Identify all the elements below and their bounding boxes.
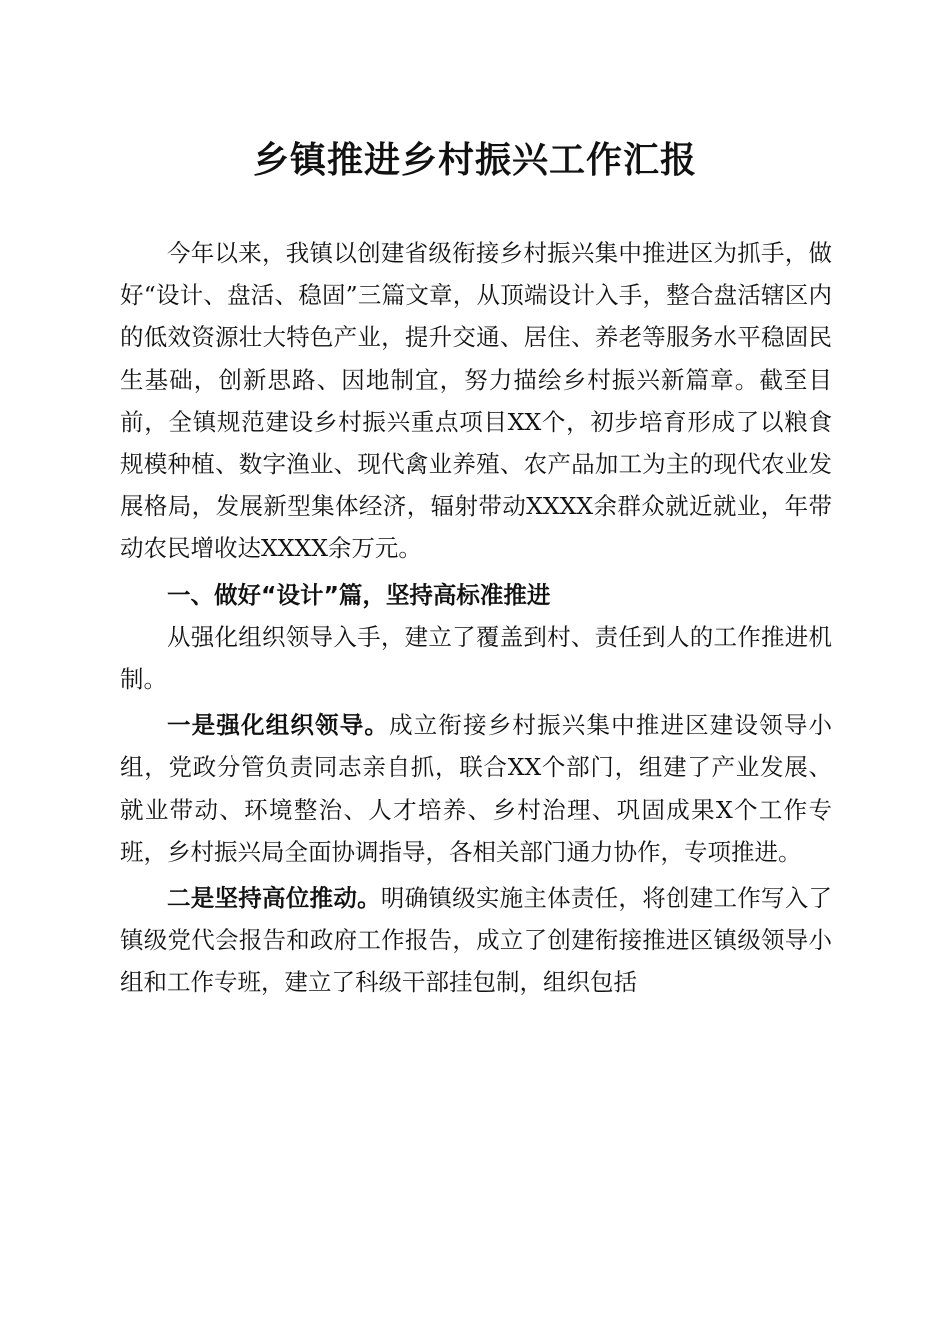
document-title: 乡镇推进乡村振兴工作汇报: [252, 139, 697, 181]
section-heading: 一、做好“设计”篇，坚持高标准推进: [167, 580, 551, 609]
section-summary-paragraph: 从强化组织领导入手，建立了覆盖到村、责任到人的工作推进机制。: [120, 622, 832, 694]
point-two-text: 明确镇级实施主体责任，将创建工作写入了镇级党代会报告和政府工作报告，成立了创建衔接推进区镇级领导小组和工作专班，建立了科级干部挂包制，组织包括: [120, 884, 833, 997]
point-two-lead: 二是坚持高位推动。: [167, 884, 381, 913]
point-one-paragraph: [120, 704, 832, 873]
point-two-paragraph: [120, 877, 832, 1004]
point-one-text: 成立衔接乡村振兴集中推进区建设领导小组，党政分管负责同志亲自抓，联合XX个部门，组建了产业发展、就业带动、环境整治、人才培养、乡村治理、巩固成果X个工作专班，乡村振兴局全面协调指导，各相关部门通力协作，专项推进。: [120, 711, 833, 866]
point-one-lead: 一是强化组织领导。: [167, 711, 390, 740]
document-body: [120, 232, 832, 1004]
intro-paragraph: 今年以来，我镇以创建省级衔接乡村振兴集中推进区为抓手，做好“设计、盘活、稳固”三篇文章，从顶端设计入手，整合盘活辖区内的低效资源壮大特色产业，提升交通、居住、养老等服务水平稳固民生基础，创新思路、因地制宜，努力描绘乡村振兴新篇章。截至目前，全镇规范建设乡村振兴重点项目XX个，初步培育形成了以粮食规模种植、数字渔业、现代禽业养殖、农产品加工为主的现代农业发展格局，发展新型集体经济，辐射带动XXXX余群众就近就业，年带动农民增收达XXXX余万元。: [120, 239, 832, 563]
